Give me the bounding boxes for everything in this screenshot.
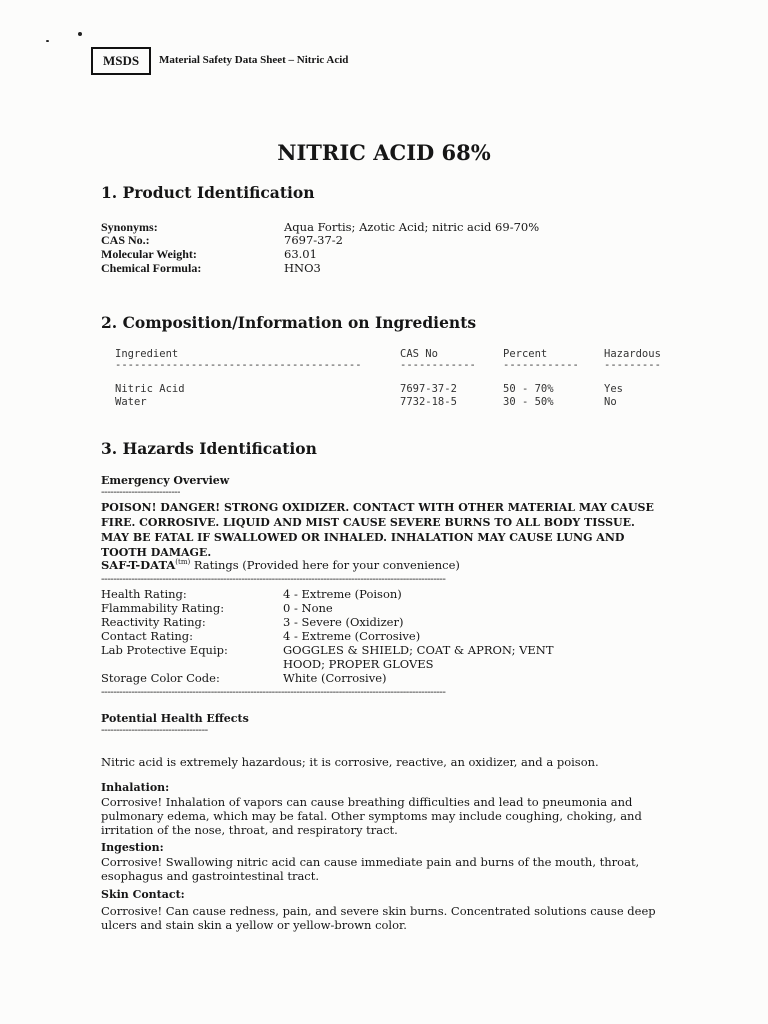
synonyms-label: Synonyms: [101,220,158,234]
inhalation-heading: Inhalation: [101,781,170,794]
inhalation-text: Corrosive! Inhalation of vapors can cause breathing difficulties and lead to pneumonia and pulmonary edema, which may be fatal. Other symptoms may include coughing, choking, and irritation of the nose, throat, and respiratory tract. [101,795,642,837]
cas-cell: 7732-18-5 [400,396,457,408]
skin-contact-text: Corrosive! Can cause redness, pain, and severe skin burns. Concentrated solutions cause deep ulcers and stain skin a yellow or yellow-brown color. [101,904,656,932]
contact-rating-value: 4 - Extreme (Corrosive) [283,629,421,643]
header-title: Material Safety Data Sheet – Nitric Acid [159,54,349,66]
column-rule: --------------------------------------- [115,359,362,371]
column-rule: ------------ [503,359,579,371]
emergency-warning-text: POISON! DANGER! STRONG OXIDIZER. CONTACT WITH OTHER MATERIAL MAY CAUSE FIRE. CORROSIVE. LIQUID AND MIST CAUSE SEVERE BURNS TO ALL BODY TISSUE. MAY BE FATAL IF SWALLOWED OR INHALED. INHALATION MAY CAUSE LUNG AND TOOTH DAMAGE. [101,501,654,559]
saf-t-data-heading [101,558,460,572]
cas-cell: 7697-37-2 [400,383,457,395]
emergency-overview-heading: Emergency Overview [101,474,230,487]
storage-color-code-label: Storage Color Code: [101,671,220,685]
column-rule: --------- [604,359,661,371]
emergency-overview-rule: -------------------------- [101,486,181,498]
saf-t-data-label: SAF-T-DATA [101,558,176,572]
percent-cell: 30 - 50% [503,396,554,408]
chemical-formula-value: HNO3 [284,261,321,275]
column-header-hazardous: Hazardous [604,348,661,360]
trademark-mark: (tm) [175,558,191,567]
percent-cell: 50 - 70% [503,383,554,395]
flammability-rating-value: 0 - None [283,601,333,615]
hazardous-cell: No [604,396,617,408]
health-rating-value: 4 - Extreme (Poison) [283,587,402,601]
msds-label-box: MSDS [91,47,151,75]
hazardous-cell: Yes [604,383,623,395]
reactivity-rating-value: 3 - Severe (Oxidizer) [283,615,404,629]
health-effects-intro: Nitric acid is extremely hazardous; it is corrosive, reactive, an oxidizer, and a poison. [101,755,599,769]
chemical-formula-label: Chemical Formula: [101,261,202,275]
ratings-bottom-rule: ----------------------------------------------------------------------------------------------------------------- [101,686,446,698]
scan-speck [46,40,49,42]
ingestion-text: Corrosive! Swallowing nitric acid can cause immediate pain and burns of the mouth, throat, esophagus and gastrointestinal tract. [101,855,640,883]
lab-protective-equip-value: GOGGLES & SHIELD; COAT & APRON; VENT HOOD; PROPER GLOVES [283,643,554,671]
storage-color-code-value: White (Corrosive) [283,671,387,685]
column-header-percent: Percent [503,348,548,360]
molecular-weight-value: 63.01 [284,247,317,261]
ingestion-heading: Ingestion: [101,841,164,854]
cas-value: 7697-37-2 [284,233,343,247]
synonyms-value: Aqua Fortis; Azotic Acid; nitric acid 69-70% [284,220,540,234]
scan-speck [78,32,82,36]
contact-rating-label: Contact Rating: [101,629,194,643]
ratings-top-rule: ----------------------------------------------------------------------------------------------------------------- [101,573,446,585]
skin-contact-heading: Skin Contact: [101,888,185,901]
column-header-ingredient: Ingredient [115,348,179,360]
molecular-weight-label: Molecular Weight: [101,247,197,261]
reactivity-rating-label: Reactivity Rating: [101,615,206,629]
cas-label: CAS No.: [101,233,150,247]
health-rating-label: Health Rating: [101,587,187,601]
saf-t-data-note: Ratings (Provided here for your convenience) [190,558,460,572]
potential-health-effects-rule: ----------------------------------- [101,724,208,736]
column-rule: ------------ [400,359,476,371]
section-heading-hazards: 3. Hazards Identification [101,439,317,458]
potential-health-effects-heading: Potential Health Effects [101,712,249,725]
ingredient-cell: Nitric Acid [115,383,185,395]
lab-protective-equip-label: Lab Protective Equip: [101,643,228,657]
ingredient-cell: Water [115,396,147,408]
flammability-rating-label: Flammability Rating: [101,601,225,615]
document-title: NITRIC ACID 68% [277,140,491,165]
column-header-cas: CAS No [400,348,438,360]
section-heading-composition: 2. Composition/Information on Ingredients [101,313,477,332]
section-heading-product-identification: 1. Product Identification [101,183,315,202]
